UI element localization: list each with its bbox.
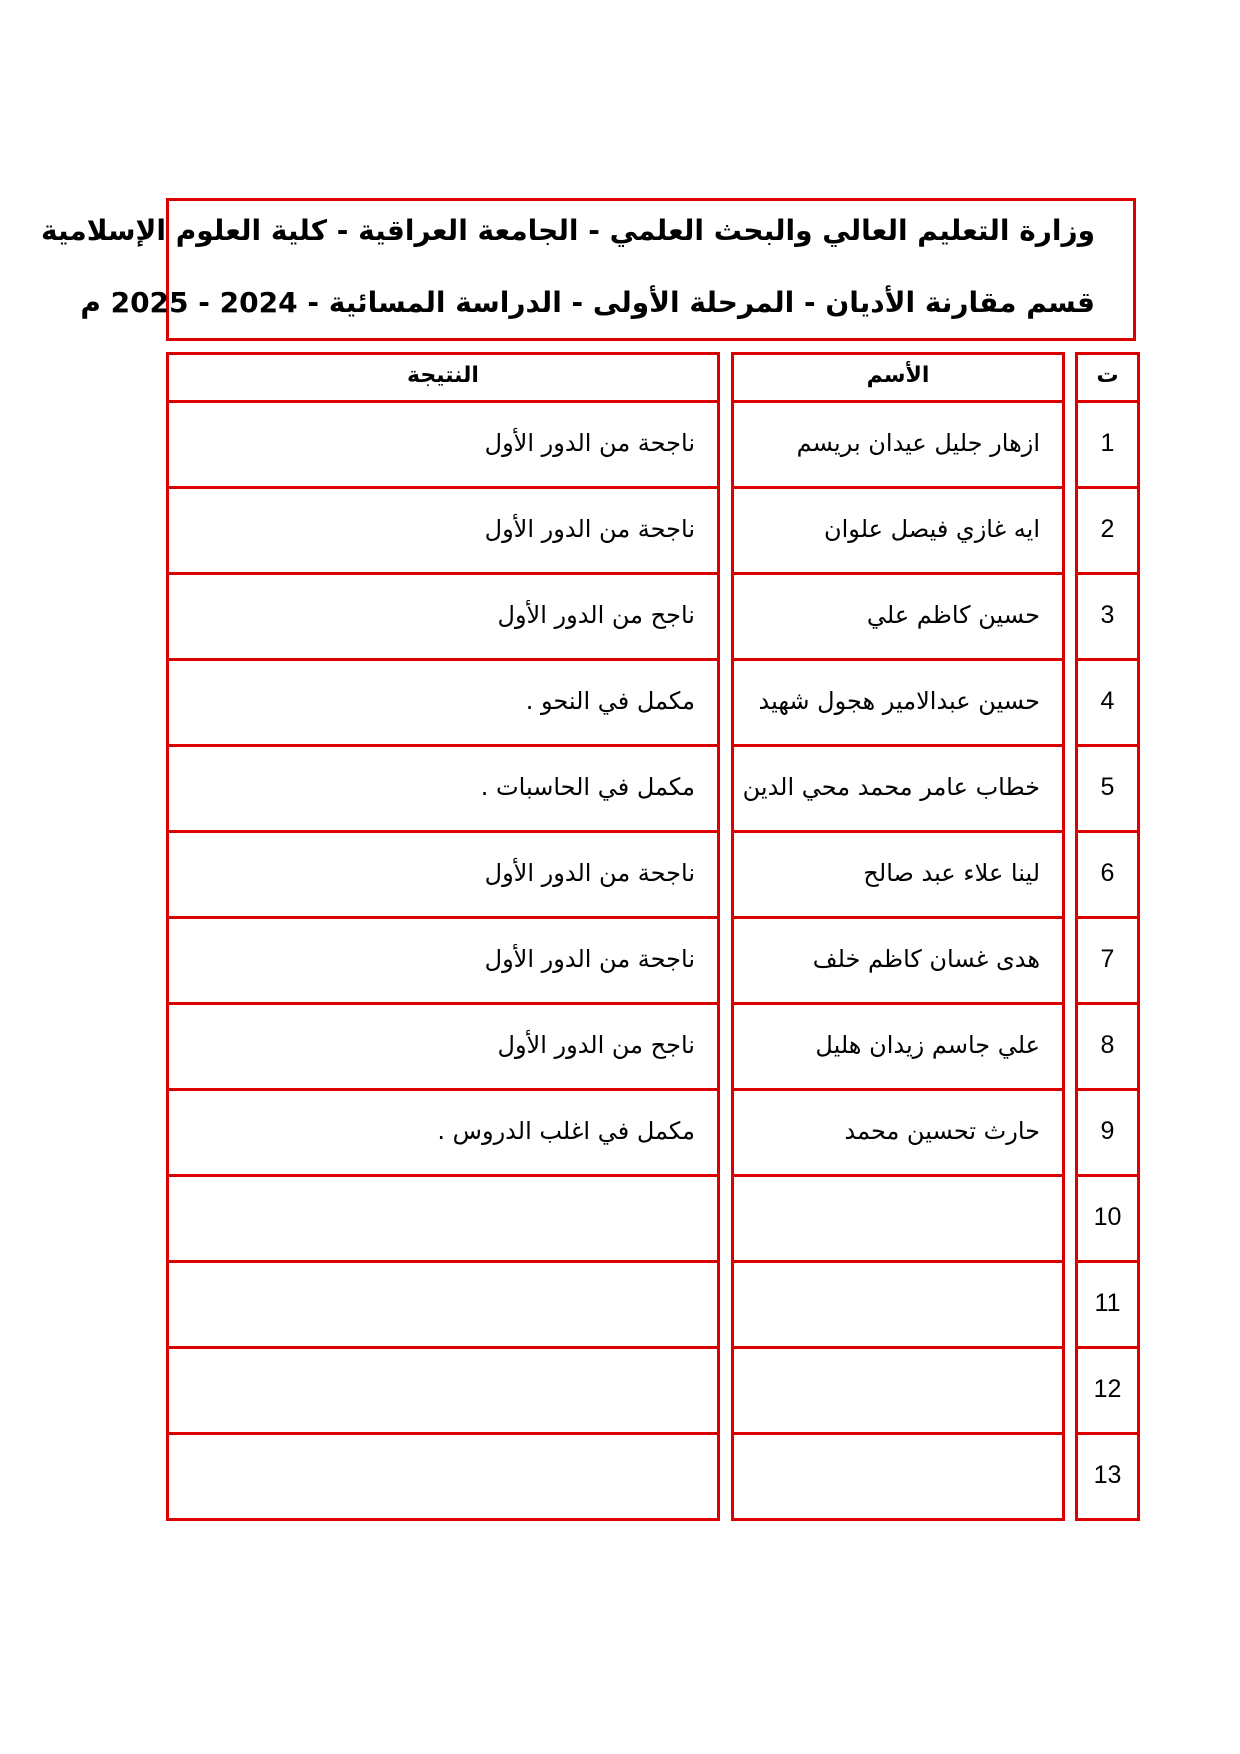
student-name: [731, 1260, 1065, 1346]
header-line-ministry: وزارة التعليم العالي والبحث العلمي - الجامعة العراقية - كلية العلوم الإسلامية: [40, 214, 1095, 247]
document-header: [40, 198, 1136, 341]
student-name: [731, 1346, 1065, 1432]
student-name: خطاب عامر محمد محي الدين: [731, 744, 1065, 830]
column-header-result: النتيجة: [166, 352, 720, 400]
student-result: مكمل في النحو .: [166, 658, 720, 744]
row-number: 3: [1075, 572, 1140, 658]
student-result: ناجحة من الدور الأول: [166, 400, 720, 486]
student-result: مكمل في اغلب الدروس .: [166, 1088, 720, 1174]
student-result: ناجحة من الدور الأول: [166, 830, 720, 916]
student-result: ناجحة من الدور الأول: [166, 916, 720, 1002]
student-name: ازهار جليل عيدان بريسم: [731, 400, 1065, 486]
student-result: مكمل في الحاسبات .: [166, 744, 720, 830]
column-number: [1075, 352, 1140, 1516]
student-name: حسين كاظم علي: [731, 572, 1065, 658]
student-name: لينا علاء عبد صالح: [731, 830, 1065, 916]
column-header-name: الأسم: [731, 352, 1065, 400]
row-number: 4: [1075, 658, 1140, 744]
student-name: [731, 1432, 1065, 1521]
row-number: 12: [1075, 1346, 1140, 1432]
student-name: [731, 1174, 1065, 1260]
student-result: [166, 1346, 720, 1432]
student-result: [166, 1432, 720, 1521]
row-number: 5: [1075, 744, 1140, 830]
student-name: هدى غسان كاظم خلف: [731, 916, 1065, 1002]
student-result: ناجحة من الدور الأول: [166, 486, 720, 572]
column-name: [731, 352, 1065, 1516]
row-number: 9: [1075, 1088, 1140, 1174]
student-name: حارث تحسين محمد: [731, 1088, 1065, 1174]
row-number: 8: [1075, 1002, 1140, 1088]
row-number: 2: [1075, 486, 1140, 572]
row-number: 11: [1075, 1260, 1140, 1346]
student-name: علي جاسم زيدان هليل: [731, 1002, 1065, 1088]
student-result: [166, 1260, 720, 1346]
row-number: 13: [1075, 1432, 1140, 1521]
student-result: [166, 1174, 720, 1260]
column-result: [166, 352, 720, 1516]
student-name: حسين عبدالامير هجول شهيد: [731, 658, 1065, 744]
row-number: 6: [1075, 830, 1140, 916]
column-header-number: ت: [1075, 352, 1140, 400]
header-line-department: قسم مقارنة الأديان - المرحلة الأولى - الدراسة المسائية - 2024 - 2025 م: [80, 286, 1095, 319]
student-result: ناجح من الدور الأول: [166, 1002, 720, 1088]
row-number: 7: [1075, 916, 1140, 1002]
row-number: 10: [1075, 1174, 1140, 1260]
row-number: 1: [1075, 400, 1140, 486]
student-result: ناجح من الدور الأول: [166, 572, 720, 658]
student-name: ايه غازي فيصل علوان: [731, 486, 1065, 572]
